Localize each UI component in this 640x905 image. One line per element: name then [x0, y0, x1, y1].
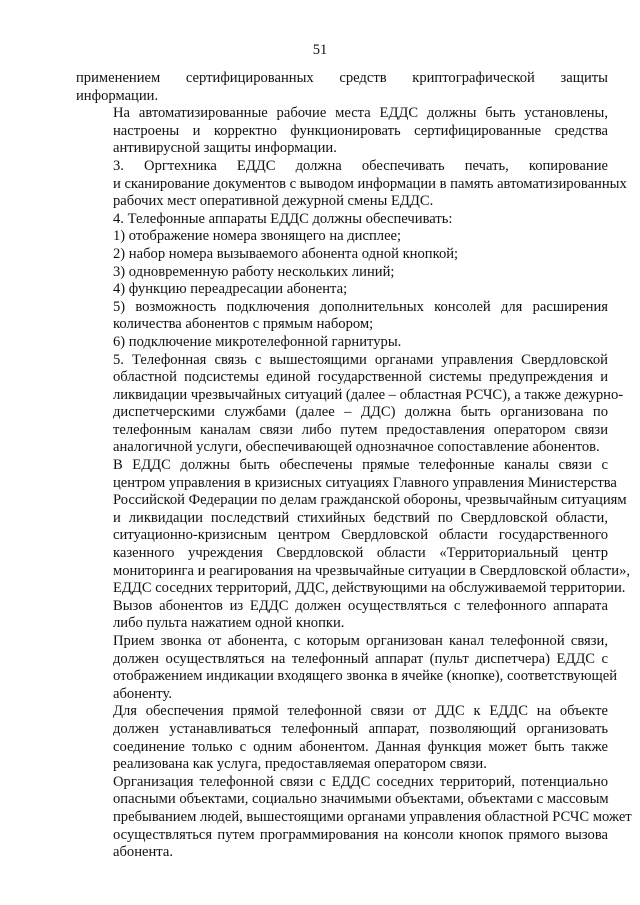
paragraph [76, 334, 608, 352]
text-line: информации. [76, 87, 159, 104]
text-line: и сканирование документов с выводом информации в память автоматизированных [113, 175, 627, 192]
text-line: применением сертифицированных средств криптографической защиты [76, 70, 608, 86]
paragraph [76, 70, 608, 105]
paragraph [76, 264, 608, 282]
text-line: 4) функцию переадресации абонента; [113, 281, 348, 298]
paragraph [76, 105, 608, 158]
text-line: 4. Телефонные аппараты ЕДДС должны обеспечивать: [113, 210, 453, 227]
text-line: ситуационно-кризисным центром Свердловской области государственного [113, 527, 608, 544]
paragraph [76, 228, 608, 246]
text-line: пребыванием людей, вышестоящими органами управления областной РСЧС может [113, 808, 632, 825]
paragraph [76, 457, 631, 598]
text-line: 1) отображение номера звонящего на дисплее; [113, 228, 402, 245]
text-line: соединение только с одним абонентом. Данная функция может быть также [113, 738, 608, 755]
paragraph [76, 211, 608, 229]
text-line: центром управления в кризисных ситуациях Главного управления Министерства [113, 474, 617, 491]
text-line: 2) набор номера вызываемого абонента одной кнопкой; [113, 245, 459, 262]
text-line: ликвидации чрезвычайных ситуаций (далее – областная РСЧС), а также дежурно- [113, 386, 624, 403]
text-line: В ЕДДС должны быть обеспечены прямые телефонные каналы связи с [113, 457, 608, 474]
paragraph [76, 299, 608, 334]
document-body [76, 70, 632, 862]
text-line: ЕДДС соседних территорий, ДДС, действующими на обслуживаемой территории. [113, 580, 626, 597]
paragraph [76, 246, 608, 264]
text-line: реализована как услуга, предоставляемая оператором связи. [113, 756, 487, 773]
text-line: аналогичной услуги, обеспечивающей однозначное сопоставление абонентов. [113, 439, 600, 456]
paragraph [76, 598, 608, 633]
text-line: На автоматизированные рабочие места ЕДДС должны быть установлены, [113, 105, 608, 122]
paragraph [76, 281, 608, 299]
text-line: отображением индикации входящего звонка в ячейке (кнопке), соответствующей [113, 668, 618, 685]
paragraph [76, 703, 608, 773]
text-line: абонента. [113, 844, 173, 861]
text-line: абоненту. [113, 685, 172, 702]
text-line: 3) одновременную работу нескольких линий; [113, 263, 395, 280]
text-line: Прием звонка от абонента, с которым организован канал телефонной связи, [113, 633, 608, 649]
text-line: диспетчерскими службами (далее – ДДС) должна быть организована по [113, 404, 608, 421]
text-line: либо пульта нажатием одной кнопки. [113, 615, 345, 632]
paragraph [76, 773, 632, 862]
text-line: казенного учреждения Свердловской области «Территориальный центр [113, 545, 608, 562]
text-line: телефонным каналам связи либо путем предоставления оператором связи [113, 421, 608, 438]
text-line: осуществляться путем программирования на консоли кнопок прямого вызова [113, 826, 608, 843]
text-line: областной подсистемы единой государственной системы предупреждения и [113, 369, 608, 386]
text-line: Вызов абонентов из ЕДДС должен осуществляться с телефонного аппарата [113, 597, 608, 614]
text-line: 6) подключение микротелефонной гарнитуры. [113, 333, 402, 350]
text-line: 3. Оргтехника ЕДДС должна обеспечивать печать, копирование [113, 157, 608, 174]
paragraph [76, 633, 618, 703]
text-line: антивирусной защиты информации. [113, 140, 337, 157]
text-line: мониторинга и реагирования на чрезвычайные ситуации в Свердловской области», [113, 562, 631, 579]
text-line: Российской Федерации по делам гражданской обороны, чрезвычайным ситуациям [113, 492, 627, 509]
text-line: опасными объектами, социально значимыми объектами, объектами с массовым [113, 791, 609, 808]
text-line: Организация телефонной связи с ЕДДС соседних территорий, потенциально [113, 773, 608, 790]
text-line: должен устанавливаться телефонный аппарат, позволяющий организовать [113, 720, 608, 737]
text-line: количества абонентов с прямым набором; [113, 316, 374, 333]
text-line: и ликвидации последствий стихийных бедствий по Свердловской области, [113, 509, 608, 526]
paragraph [76, 351, 624, 458]
text-line: должен осуществляться на телефонный аппарат (пульт диспетчера) ЕДДС с [113, 650, 608, 667]
text-line: Для обеспечения прямой телефонной связи от ДДС к ЕДДС на объекте [113, 703, 608, 720]
text-line: рабочих мест оперативной дежурной смены ЕДДС. [113, 193, 434, 210]
page-number: 51 [312, 42, 328, 58]
text-line: настроены и корректно функционировать сертифицированные средства [113, 122, 608, 139]
paragraph [76, 157, 627, 211]
text-line: 5. Телефонная связь с вышестоящими органами управления Свердловской [113, 351, 608, 368]
text-line: 5) возможность подключения дополнительных консолей для расширения [113, 298, 608, 315]
